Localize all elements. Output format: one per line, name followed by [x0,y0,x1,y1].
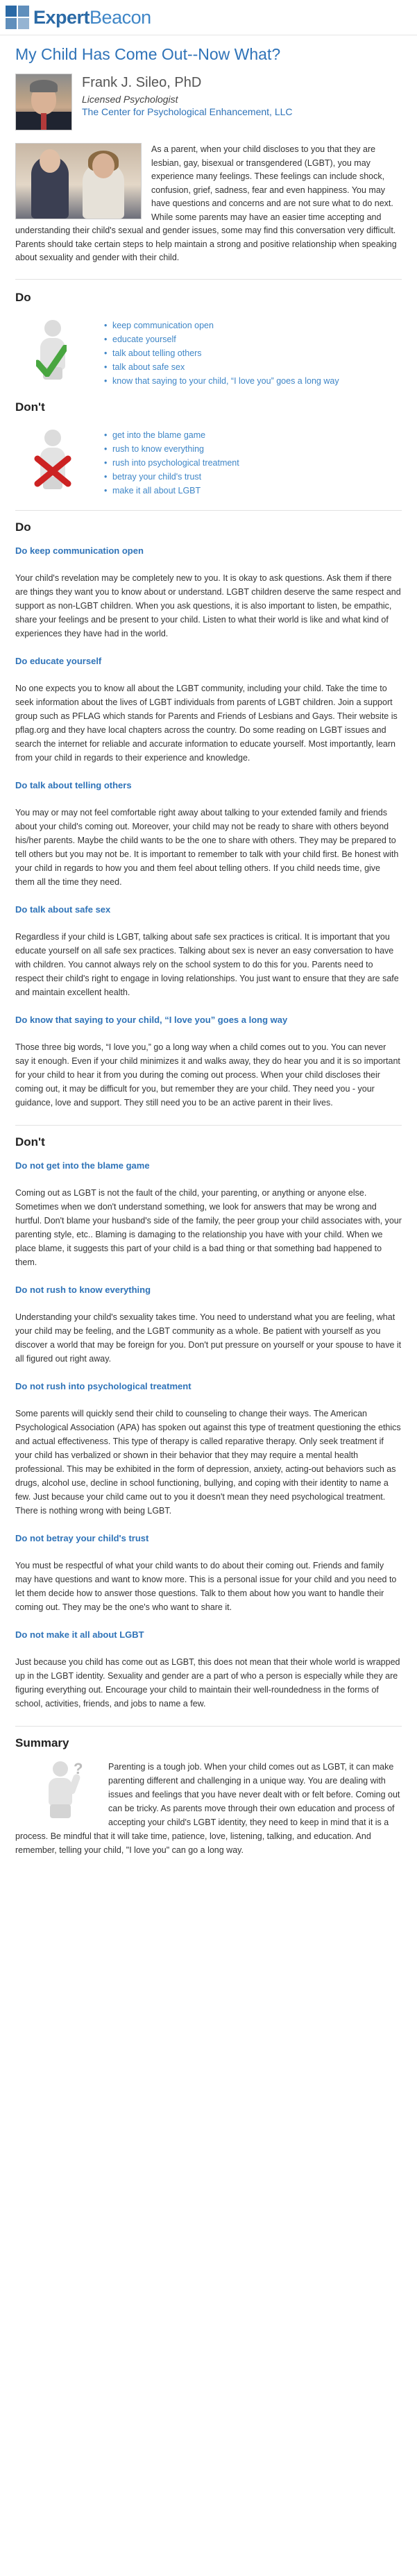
author-block [15,74,402,130]
page-title: My Child Has Come Out--Now What? [15,45,281,63]
do-list-section [15,280,402,400]
section-title: Do not rush to know everything [15,1284,151,1295]
intro-text: As a parent, when your child discloses to you that they are lesbian, gay, bisexual or transgendered (LGBT), you may experience many feelings. These feelings can include shock, confusion, grief, sadness, fear and even happiness. You may have questions and concerns and are not sure what to do next. While some parents may have an easier time accepting and understanding their child's sexual and gender issues, some may find this conversation very difficult. Parents should take certain steps to help maintain a strong and positive relationship when speaking about sexuality and gender with their child. [15,144,397,262]
author-org-link[interactable]: The Center for Psychological Enhancement, LLC [82,106,293,117]
dont-link-blame[interactable]: • get into the blame game [104,428,354,442]
section-title: Do not make it all about LGBT [15,1629,144,1640]
dont-link-betray-trust[interactable]: • betray your child's trust [104,470,354,484]
author-role: Licensed Psychologist [82,94,178,105]
section-title: Do not betray your child's trust [15,1532,149,1543]
intro-image [15,143,142,219]
summary-section [15,1727,402,1857]
summary-text: Parenting is a tough job. When your child comes out as LGBT, it can make parenting different and challenging in a unique way. You are dealing with issues and feelings that you have never dealt with or felt before. Coming out can be tricky. As parents move through their own education and process of accepting your child's LGBT identity, they need to keep in mind that it is a process. Be mindful that it will take time, patience, love, listening, talking, and education. And remember, telling your child, "I love you" can go a long way. [15,1761,400,1855]
do-list [104,319,354,388]
dont-list-heading: Don't [15,400,45,414]
do-link-communication[interactable]: • keep communication open [104,319,354,332]
do-link-i-love-you[interactable]: • know that saying to your child, “I love you” goes a long way [104,374,354,388]
cross-figure-icon [29,427,78,489]
dont-list [104,428,354,498]
dont-link-rush-treatment[interactable]: • rush into psychological treatment [104,456,354,470]
section-text: Understanding your child's sexuality takes time. You need to understand what you are feeling, what your child may be feeling, and the LGBT community as a whole. Be patient with yourself as you discover a world that may be foreign for you. Don't put pressure on yourself or your spouse to have it all figured out right away. [15,1312,402,1364]
do-detail-heading: Do [15,520,31,534]
section-title: Do keep communication open [15,545,144,556]
section-text: Some parents will quickly send their child to counseling to change their ways. The American Psychological Association (APA) has spoken out against this type of treatment questioning the ethics and actual effectiveness. This type of therapy is called reparative therapy. Only seek treatment if your child has verbalized or shown in their behavior that they may require a mental health professional. This may be exhibited in the form of depression, anxiety, acting-out behaviors such as drugs, alcohol use, decline in school functioning, bullying, and coping with their identity to name a few. Just because your child came out to you it doesn't mean they need psychological treatment. There is nothing wrong with being LGBT. [15,1408,401,1516]
dont-detail-heading: Don't [15,1135,45,1149]
expertbeacon-logo-icon[interactable] [6,6,29,29]
section-title: Do educate yourself [15,655,102,666]
section-title: Do talk about safe sex [15,904,111,915]
site-header [0,0,417,35]
dont-link-all-about-lgbt[interactable]: • make it all about LGBT [104,484,354,498]
section-text: No one expects you to know all about the LGBT community, including your child. Take the time to seek information about the lives of LGBT individuals from parents of LGBT children. Join a support group such as PFLAG which stands for Parents and Friends of Lesbians and Gays. Their website is pflag.org and they have local chapters across the country. Do some reading on LGBT issues and search the internet for reliable and accurate information to educate yourself. Most importantly, learn from your child in regards to their experience and knowledge. [15,683,398,763]
thinking-figure-icon: ? [32,1760,87,1822]
dont-link-rush-know[interactable]: • rush to know everything [104,442,354,456]
section-text: Just because you child has come out as LGBT, this does not mean that their whole world is wrapped up in the LGBT identity. Sexuality and gender are a part of who a person is especially while they are figuring everything out. Encourage your child to maintain their well-roundedness in the forms of school, activities, friends, and jobs to name a few. [15,1656,400,1709]
section-text: You may or may not feel comfortable right away about talking to your extended family and friends about your child's coming out. Moreover, your child may not be ready to share with others beyond his/her parents. Maybe the child wants to be the one to share with others. They may be prepared to tell others but you may not be. It is important to remember to talk with your child first. Be honest with your child in regards to how you and them feel about telling others. If you child needs time, give them all the time they need. [15,807,399,887]
do-link-safe-sex[interactable]: • talk about safe sex [104,360,354,374]
section-text: Regardless if your child is LGBT, talking about safe sex practices is critical. It is important that you educate yourself on all safe sex practices. Talking about sex is never an easy conversation to have with children. You cannot always rely on the school system to do this for you. Parents need to respect their child's right to engage in loving relationships. You just want to ensure that they are safe and maintain excellent health. [15,931,399,997]
do-list-heading: Do [15,290,31,304]
section-title: Do not get into the blame game [15,1160,150,1171]
section-title: Do not rush into psychological treatment [15,1380,192,1391]
section-text: Your child's revelation may be completely new to you. It is okay to ask questions. Ask them if there are things they want you to know about or understand. LGBT children deserve the same respect and support as non-LGBT children. When you ask questions, it is also important to listen, be empathic, share your feelings and be present to your child. Listen to what their world is like and what kind of experiences they have had in the world. [15,573,401,638]
do-link-telling-others[interactable]: • talk about telling others [104,346,354,360]
section-text: Coming out as LGBT is not the fault of the child, your parenting, or anything or anyone else. Sometimes when we don't understand something, we look for answers that may be wrong and hurtful. Don't blame your husband's side of the family, the peer group your child associates with, your parenting style, etc.. Blaming is damaging to the relationship you have with your child. When we place blame, it suggests this part of your child is a bad thing or that something bad happened to them. [15,1187,402,1267]
article [0,45,417,1857]
site-logo[interactable] [33,7,151,28]
section-text: Those three big words, “I love you,” go a long way when a child comes out to you. You can never say it enough. Even if your child minimizes it and walks away, they do hear you and it is so important for your child to hear it from you during the coming out process. When your child discloses their coming out, it may be difficult for you, but remember they are your child. They need you - your guidance, love and support. They still need you to be an active parent in their lives. [15,1042,400,1108]
author-name: Frank J. Sileo, PhD [82,75,202,90]
dont-detail-section [15,1126,402,1711]
section-title: Do talk about telling others [15,779,132,790]
do-link-educate[interactable]: • educate yourself [104,332,354,346]
checkmark-figure-icon [29,317,78,380]
summary-heading: Summary [15,1736,69,1749]
logo-part-expert: Expert [33,6,90,28]
section-text: You must be respectful of what your child wants to do about their coming out. Friends and family may have questions and want to know more. This is a personal issue for your child and you need to let them decide how to answer those questions. Talk to them about how you want to handle their coming out. They may be the one's who want to share it. [15,1560,397,1612]
section-title: Do know that saying to your child, “I love you” goes a long way [15,1014,288,1025]
dont-list-section [15,400,402,510]
logo-part-beacon: Beacon [90,6,151,28]
intro-section [15,143,402,265]
author-avatar [15,74,72,130]
do-detail-section [15,511,402,1110]
